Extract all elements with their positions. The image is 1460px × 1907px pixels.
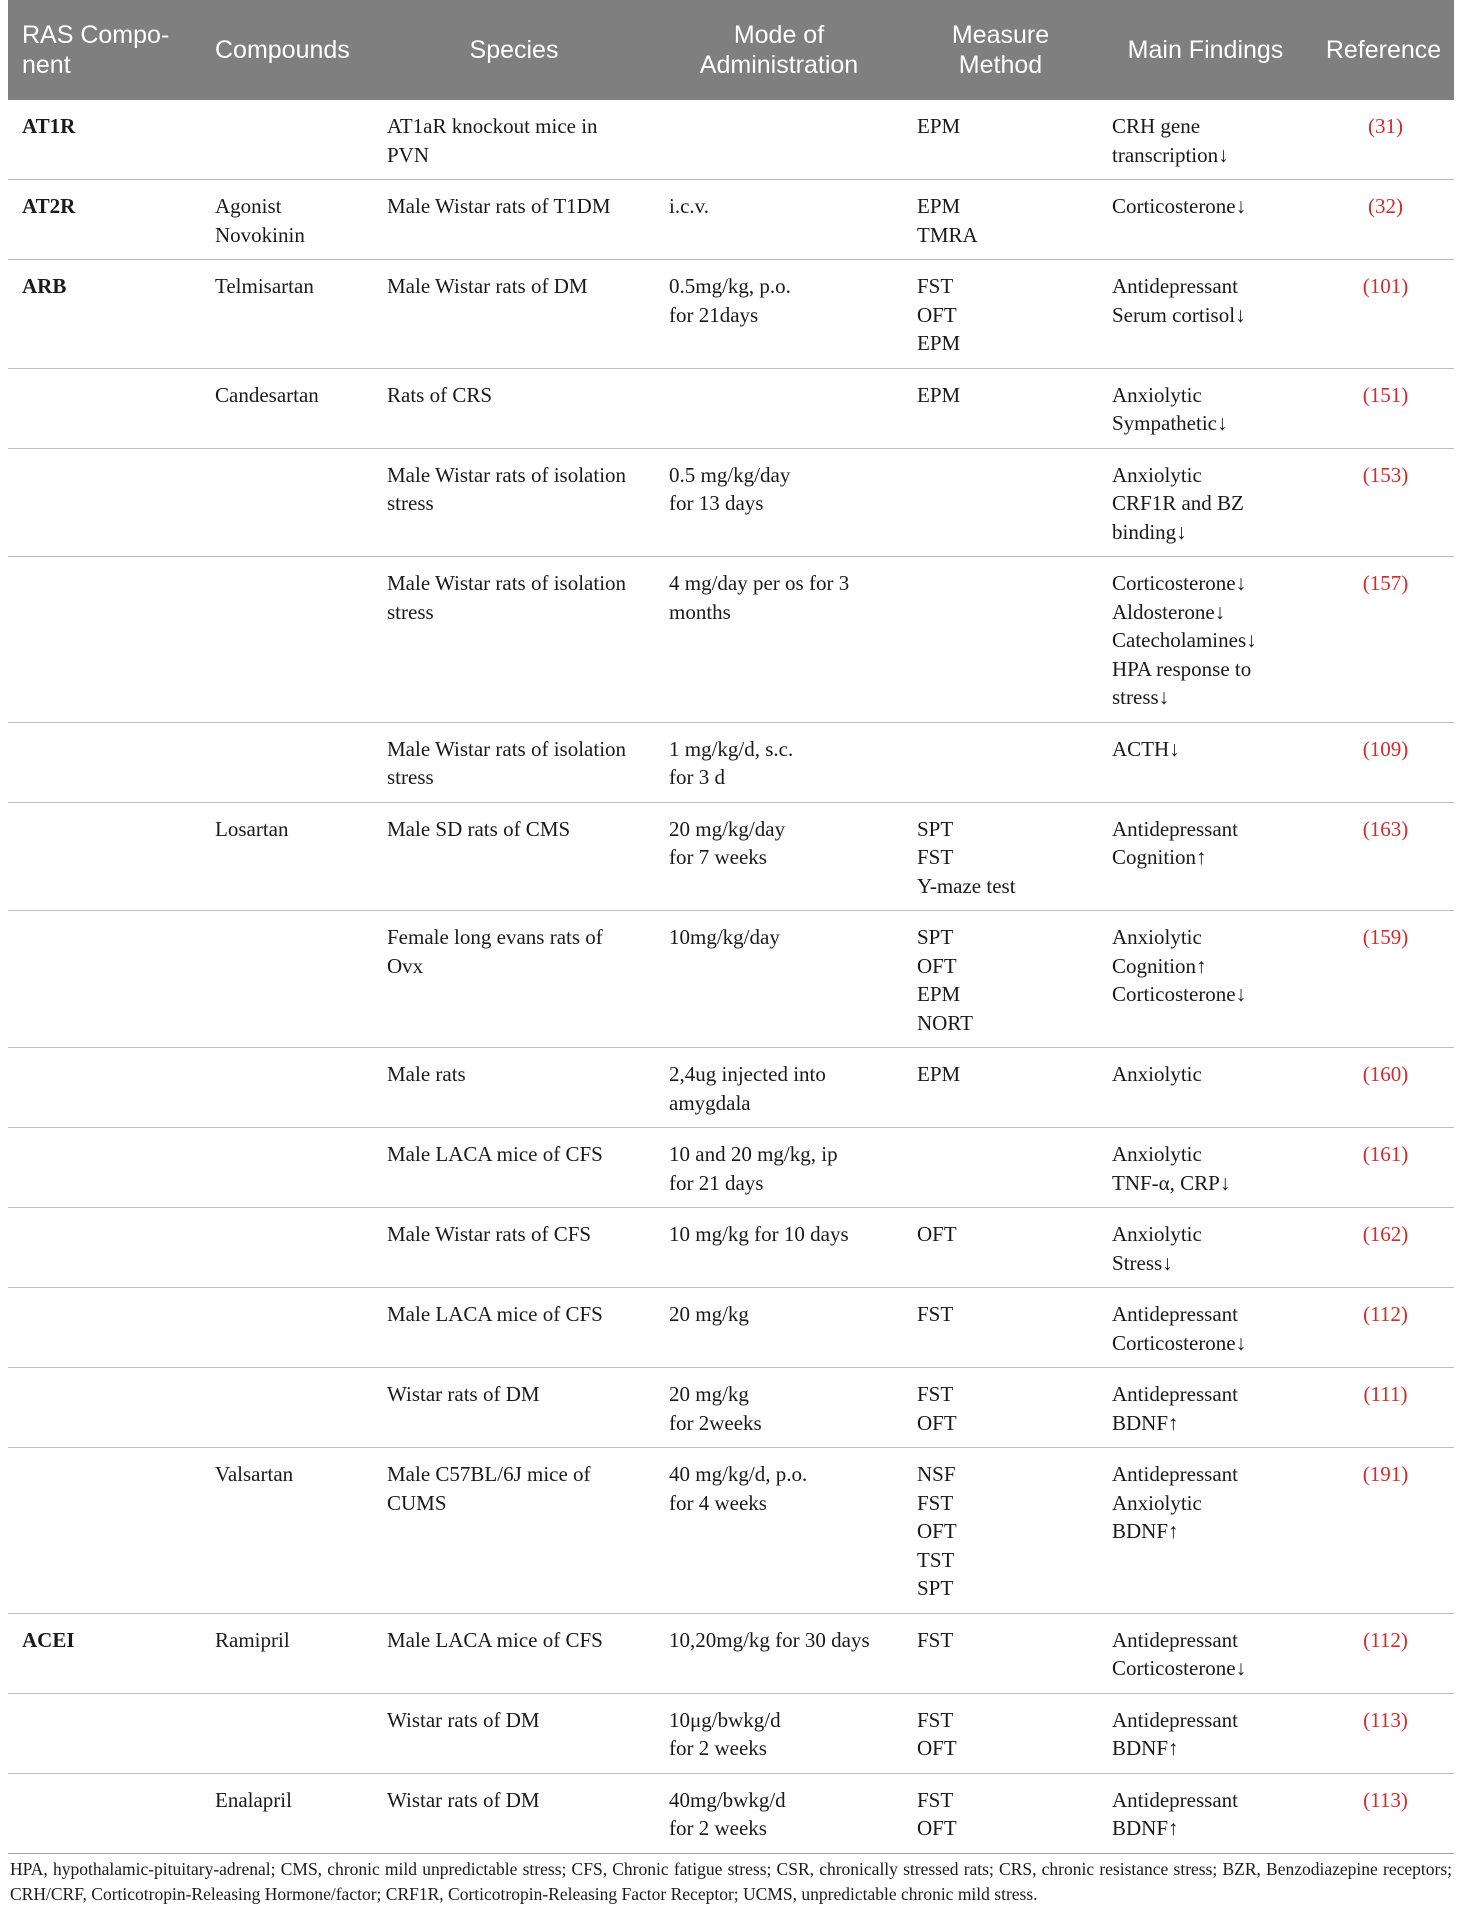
cell-mode: 20 mg/kg [655, 1288, 903, 1368]
cell-mode: 2,4ug injected into amygdala [655, 1048, 903, 1128]
cell-mode: 10,20mg/kg for 30 days [655, 1613, 903, 1693]
cell-species: Wistar rats of DM [373, 1693, 655, 1773]
cell-ras-component [8, 1048, 201, 1128]
reference-link[interactable]: (31) [1313, 100, 1454, 180]
cell-compound: Candesartan [201, 368, 373, 448]
header-mode: Mode of Administration [655, 0, 903, 100]
cell-species: Male LACA mice of CFS [373, 1613, 655, 1693]
table-row [8, 1048, 1454, 1128]
cell-findings: Corticosterone↓ Aldosterone↓ Catecholamines↓ HPA response to stress↓ [1098, 557, 1313, 723]
reference-link[interactable]: (163) [1313, 802, 1454, 911]
cell-mode: 10μg/bwkg/d for 2 weeks [655, 1693, 903, 1773]
reference-link[interactable]: (159) [1313, 911, 1454, 1048]
reference-link[interactable]: (162) [1313, 1208, 1454, 1288]
table-row [8, 1448, 1454, 1614]
cell-findings: ACTH↓ [1098, 722, 1313, 802]
cell-findings: Antidepressant Corticosterone↓ [1098, 1288, 1313, 1368]
cell-compound [201, 1208, 373, 1288]
cell-method: FST [903, 1613, 1098, 1693]
table-row [8, 1288, 1454, 1368]
header-species: Species [373, 0, 655, 100]
reference-link[interactable]: (113) [1313, 1773, 1454, 1853]
cell-compound [201, 557, 373, 723]
cell-species: Male Wistar rats of CFS [373, 1208, 655, 1288]
table-row [8, 1773, 1454, 1853]
cell-findings: Antidepressant Cognition↑ [1098, 802, 1313, 911]
reference-link[interactable]: (113) [1313, 1693, 1454, 1773]
reference-link[interactable]: (153) [1313, 448, 1454, 557]
cell-species: Male C57BL/6J mice of CUMS [373, 1448, 655, 1614]
table-row [8, 911, 1454, 1048]
reference-link[interactable]: (191) [1313, 1448, 1454, 1614]
cell-findings: CRH gene transcription↓ [1098, 100, 1313, 180]
cell-ras-component [8, 1288, 201, 1368]
reference-link[interactable]: (151) [1313, 368, 1454, 448]
cell-method: FST OFT [903, 1773, 1098, 1853]
cell-ras-component [8, 1208, 201, 1288]
cell-ras-component [8, 1368, 201, 1448]
cell-species: Male LACA mice of CFS [373, 1128, 655, 1208]
cell-compound [201, 100, 373, 180]
cell-method: EPM TMRA [903, 180, 1098, 260]
cell-mode: 40mg/bwkg/d for 2 weeks [655, 1773, 903, 1853]
header-findings: Main Findings [1098, 0, 1313, 100]
cell-method: OFT [903, 1208, 1098, 1288]
cell-species: AT1aR knockout mice in PVN [373, 100, 655, 180]
cell-compound [201, 448, 373, 557]
cell-species: Male Wistar rats of isolation stress [373, 722, 655, 802]
cell-ras-component [8, 368, 201, 448]
cell-compound: Telmisartan [201, 260, 373, 369]
table-row [8, 722, 1454, 802]
cell-species: Wistar rats of DM [373, 1368, 655, 1448]
cell-compound: Enalapril [201, 1773, 373, 1853]
cell-mode: 40 mg/kg/d, p.o. for 4 weeks [655, 1448, 903, 1614]
cell-mode: 1 mg/kg/d, s.c. for 3 d [655, 722, 903, 802]
cell-mode: i.c.v. [655, 180, 903, 260]
cell-mode: 4 mg/day per os for 3 months [655, 557, 903, 723]
cell-findings: Corticosterone↓ [1098, 180, 1313, 260]
cell-findings: Anxiolytic CRF1R and BZ binding↓ [1098, 448, 1313, 557]
header-ras-component: RAS Compo- nent [8, 0, 201, 100]
table-row [8, 368, 1454, 448]
cell-method: EPM [903, 368, 1098, 448]
cell-method: SPT FST Y-maze test [903, 802, 1098, 911]
header-method: Measure Method [903, 0, 1098, 100]
cell-ras-component [8, 1448, 201, 1614]
reference-link[interactable]: (112) [1313, 1613, 1454, 1693]
cell-method: NSF FST OFT TST SPT [903, 1448, 1098, 1614]
cell-findings: Anxiolytic TNF-α, CRP↓ [1098, 1128, 1313, 1208]
cell-findings: Anxiolytic [1098, 1048, 1313, 1128]
cell-method [903, 448, 1098, 557]
cell-findings: Antidepressant Serum cortisol↓ [1098, 260, 1313, 369]
cell-species: Male SD rats of CMS [373, 802, 655, 911]
cell-compound [201, 1288, 373, 1368]
cell-mode: 10mg/kg/day [655, 911, 903, 1048]
table-row [8, 1613, 1454, 1693]
cell-species: Male Wistar rats of T1DM [373, 180, 655, 260]
cell-compound: Ramipril [201, 1613, 373, 1693]
cell-method: SPT OFT EPM NORT [903, 911, 1098, 1048]
reference-link[interactable]: (161) [1313, 1128, 1454, 1208]
cell-ras-component [8, 1773, 201, 1853]
cell-compound: Agonist Novokinin [201, 180, 373, 260]
footnote: HPA, hypothalamic-pituitary-adrenal; CMS, chronic mild unpredictable stress; CFS, Chronic fatigue stress; CSR, chronically stressed rats; CRS, chronic resistance stress; BZR, Benzodiazepine receptors; CRH/CRF, Corticotropin-Releasing Hormone/factor; CRF1R, Corticotropin-Releasing Factor Receptor; UCMS, unpredictable chronic mild stress. [10, 1858, 1452, 1904]
cell-ras-component: AT2R [8, 180, 201, 260]
table-row [8, 557, 1454, 723]
cell-species: Male Wistar rats of isolation stress [373, 557, 655, 723]
reference-link[interactable]: (101) [1313, 260, 1454, 369]
table-row [8, 1368, 1454, 1448]
cell-species: Rats of CRS [373, 368, 655, 448]
cell-method: EPM [903, 1048, 1098, 1128]
cell-ras-component: ACEI [8, 1613, 201, 1693]
cell-findings: Antidepressant BDNF↑ [1098, 1368, 1313, 1448]
cell-ras-component [8, 448, 201, 557]
header-reference: Reference [1313, 0, 1454, 100]
reference-link[interactable]: (109) [1313, 722, 1454, 802]
cell-findings: Anxiolytic Stress↓ [1098, 1208, 1313, 1288]
table-row [8, 260, 1454, 369]
cell-mode: 0.5 mg/kg/day for 13 days [655, 448, 903, 557]
table-body [8, 100, 1454, 1853]
cell-method: EPM [903, 100, 1098, 180]
ras-table [8, 0, 1454, 1854]
cell-compound [201, 722, 373, 802]
cell-mode [655, 368, 903, 448]
cell-findings: Anxiolytic Sympathetic↓ [1098, 368, 1313, 448]
reference-link[interactable]: (157) [1313, 557, 1454, 723]
cell-compound [201, 911, 373, 1048]
table-row [8, 100, 1454, 180]
cell-ras-component [8, 911, 201, 1048]
cell-ras-component: AT1R [8, 100, 201, 180]
cell-method: FST OFT [903, 1368, 1098, 1448]
cell-species: Male LACA mice of CFS [373, 1288, 655, 1368]
table-row [8, 448, 1454, 557]
header-compounds: Compounds [201, 0, 373, 100]
cell-compound [201, 1368, 373, 1448]
cell-ras-component [8, 557, 201, 723]
reference-link[interactable]: (32) [1313, 180, 1454, 260]
cell-species: Male rats [373, 1048, 655, 1128]
cell-method: FST OFT EPM [903, 260, 1098, 369]
table-row [8, 1693, 1454, 1773]
cell-ras-component [8, 802, 201, 911]
cell-mode: 10 mg/kg for 10 days [655, 1208, 903, 1288]
cell-findings: Antidepressant BDNF↑ [1098, 1693, 1313, 1773]
cell-ras-component [8, 1128, 201, 1208]
cell-method [903, 722, 1098, 802]
reference-link[interactable]: (160) [1313, 1048, 1454, 1128]
cell-mode: 10 and 20 mg/kg, ip for 21 days [655, 1128, 903, 1208]
cell-compound: Losartan [201, 802, 373, 911]
table-row [8, 1128, 1454, 1208]
cell-ras-component [8, 722, 201, 802]
cell-ras-component [8, 1693, 201, 1773]
cell-findings: Anxiolytic Cognition↑ Corticosterone↓ [1098, 911, 1313, 1048]
cell-compound [201, 1048, 373, 1128]
table-row [8, 180, 1454, 260]
table-header [8, 0, 1454, 100]
cell-findings: Antidepressant Corticosterone↓ [1098, 1613, 1313, 1693]
cell-method [903, 1128, 1098, 1208]
cell-method: FST [903, 1288, 1098, 1368]
cell-ras-component: ARB [8, 260, 201, 369]
table-row [8, 802, 1454, 911]
cell-mode: 0.5mg/kg, p.o. for 21days [655, 260, 903, 369]
cell-findings: Antidepressant Anxiolytic BDNF↑ [1098, 1448, 1313, 1614]
document-page [8, 0, 1454, 1907]
cell-mode [655, 100, 903, 180]
reference-link[interactable]: (112) [1313, 1288, 1454, 1368]
table-row [8, 1208, 1454, 1288]
cell-species: Wistar rats of DM [373, 1773, 655, 1853]
cell-species: Male Wistar rats of isolation stress [373, 448, 655, 557]
cell-species: Female long evans rats of Ovx [373, 911, 655, 1048]
cell-mode: 20 mg/kg/day for 7 weeks [655, 802, 903, 911]
cell-findings: Antidepressant BDNF↑ [1098, 1773, 1313, 1853]
cell-compound: Valsartan [201, 1448, 373, 1614]
cell-method [903, 557, 1098, 723]
cell-compound [201, 1128, 373, 1208]
cell-mode: 20 mg/kg for 2weeks [655, 1368, 903, 1448]
reference-link[interactable]: (111) [1313, 1368, 1454, 1448]
cell-compound [201, 1693, 373, 1773]
cell-method: FST OFT [903, 1693, 1098, 1773]
cell-species: Male Wistar rats of DM [373, 260, 655, 369]
